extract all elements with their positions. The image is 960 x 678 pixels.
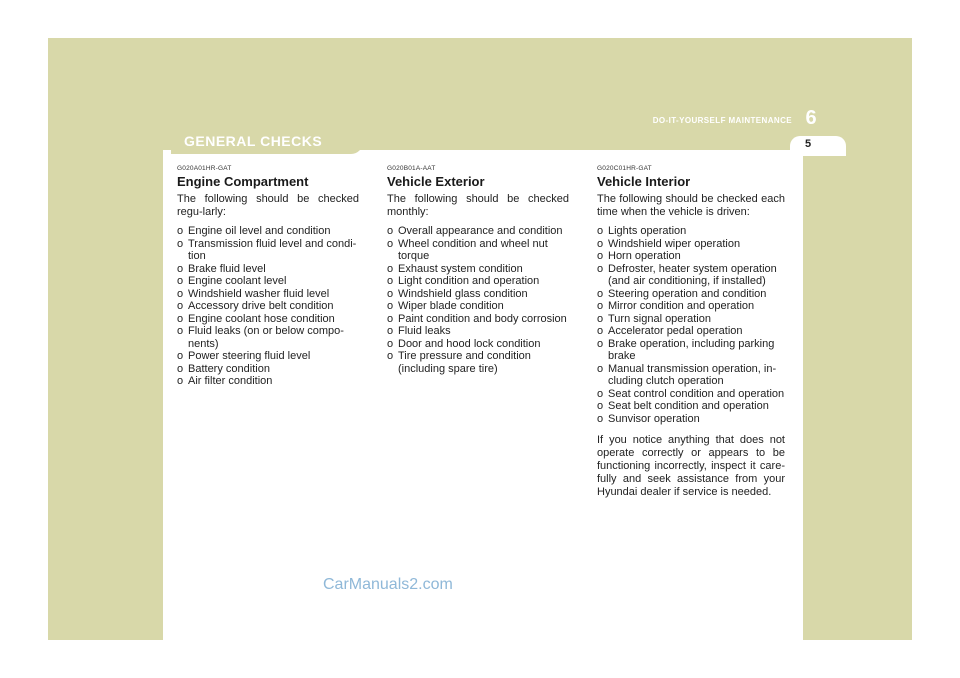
bullet-marker: o [177, 312, 184, 325]
section-heading: Vehicle Interior [597, 174, 691, 189]
list-item-text: Fluid leaks [398, 325, 451, 337]
list-item [177, 263, 359, 276]
list-item-text: Sunvisor operation [608, 412, 700, 425]
bullet-marker: o [177, 287, 184, 300]
section-code: G020A01HR-GAT [177, 165, 232, 172]
list-item-text: Mirror condition and operation [608, 300, 755, 312]
column-vehicle-exterior [387, 165, 569, 375]
bullet-marker: o [177, 350, 184, 362]
list-item [177, 350, 359, 363]
closing-note: If you notice anything that does not operate correctly or appears to be functioning incorrectly, inspect it care-fully and seek assistance from your Hyundai dealer if service is needed. [597, 434, 785, 498]
list-item [387, 338, 569, 351]
list-item [177, 288, 359, 301]
list-item-text: Manual transmission operation, in-cluding clutch operation [608, 362, 777, 387]
bullet-marker: o [387, 275, 394, 287]
list-item-text: Wheel condition and wheel nut torque [398, 237, 548, 262]
list-item-text: Engine coolant level [188, 275, 287, 287]
section-intro: The following should be checked monthly: [387, 193, 569, 218]
list-item [597, 413, 785, 426]
list-item [597, 363, 785, 388]
checklist [597, 225, 785, 425]
list-item [177, 238, 359, 263]
list-item-text: Lights operation [608, 225, 687, 237]
list-item-text: Seat control condition and operation [608, 387, 785, 400]
list-item-text: Tire pressure and condition (including spare tire) [398, 350, 531, 375]
list-item-text: Overall appearance and condition [398, 225, 563, 237]
list-item-text: Door and hood lock condition [398, 337, 541, 350]
section-code: G020B01A-AAT [387, 165, 436, 172]
checklist [387, 225, 569, 375]
list-item [597, 250, 785, 263]
list-item-text: Air filter condition [188, 375, 273, 387]
bullet-marker: o [597, 337, 604, 350]
bullet-marker: o [177, 225, 184, 237]
list-item [597, 300, 785, 313]
bullet-marker: o [177, 300, 184, 312]
list-item [597, 288, 785, 301]
list-item [597, 263, 785, 288]
column-engine-compartment [177, 165, 359, 388]
list-item-text: Brake fluid level [188, 262, 266, 275]
section-heading: Engine Compartment [177, 174, 309, 189]
list-item-text: Accessory drive belt condition [188, 300, 334, 312]
bullet-marker: o [177, 362, 184, 375]
list-item-text: Windshield wiper operation [608, 237, 741, 250]
section-code: G020C01HR-GAT [597, 165, 652, 172]
list-item [387, 288, 569, 301]
list-item-text: Power steering fluid level [188, 350, 311, 362]
bullet-marker: o [177, 375, 184, 387]
list-item [387, 300, 569, 313]
list-item-text: Transmission fluid level and condi-tion [188, 237, 357, 262]
list-item [177, 275, 359, 288]
bullet-marker: o [387, 287, 394, 300]
list-item-text: Steering operation and condition [608, 287, 767, 300]
bullet-marker: o [387, 225, 394, 237]
list-item [177, 375, 359, 388]
list-item-text: Exhaust system condition [398, 262, 523, 275]
list-item-text: Horn operation [608, 250, 681, 262]
bullet-marker: o [177, 262, 184, 275]
list-item [387, 350, 569, 375]
list-item [597, 238, 785, 251]
section-intro: The following should be checked regu-larly: [177, 193, 359, 218]
list-item-text: Fluid leaks (on or below compo-nents) [188, 325, 344, 350]
bullet-marker: o [597, 237, 604, 250]
list-item [597, 225, 785, 238]
bullet-marker: o [597, 287, 604, 300]
bullet-marker: o [597, 250, 604, 262]
list-item [177, 225, 359, 238]
list-item-text: Brake operation, including parking brake [608, 337, 775, 362]
list-item-text: Light condition and operation [398, 275, 540, 287]
bullet-marker: o [387, 300, 394, 312]
list-item-text: Paint condition and body corrosion [398, 312, 567, 325]
list-item-text: Engine oil level and condition [188, 225, 331, 237]
bullet-marker: o [387, 312, 394, 325]
list-item-text: Accelerator pedal operation [608, 325, 743, 337]
section-intro: The following should be checked each time when the vehicle is driven: [597, 193, 785, 218]
chapter-number: 6 [805, 107, 817, 129]
list-item-text: Wiper blade condition [398, 300, 504, 312]
page-number: 5 [804, 138, 812, 150]
list-item [597, 313, 785, 326]
list-item-text: Windshield glass condition [398, 287, 528, 300]
list-item [387, 225, 569, 238]
watermark-link[interactable]: CarManuals2.com [323, 576, 453, 593]
list-item [597, 400, 785, 413]
list-item [387, 325, 569, 338]
column-vehicle-interior [597, 165, 785, 505]
bullet-marker: o [597, 262, 604, 275]
checklist [177, 225, 359, 388]
bullet-marker: o [177, 275, 184, 287]
bullet-marker: o [177, 325, 184, 337]
list-item [597, 325, 785, 338]
list-item [597, 338, 785, 363]
list-item-text: Windshield washer fluid level [188, 287, 330, 300]
list-item [597, 388, 785, 401]
list-item [177, 363, 359, 376]
bullet-marker: o [387, 337, 394, 350]
bullet-marker: o [387, 237, 394, 250]
chapter-title: DO-IT-YOURSELF MAINTENANCE [652, 116, 792, 125]
bullet-marker: o [597, 400, 604, 412]
bullet-marker: o [177, 237, 184, 250]
bullet-marker: o [597, 325, 604, 337]
list-item [177, 325, 359, 350]
list-item [387, 263, 569, 276]
bullet-marker: o [597, 387, 604, 400]
list-item [387, 238, 569, 263]
bullet-marker: o [597, 225, 604, 237]
list-item-text: Turn signal operation [608, 312, 711, 325]
list-item-text: Engine coolant hose condition [188, 312, 335, 325]
section-heading: Vehicle Exterior [387, 174, 485, 189]
bullet-marker: o [597, 300, 604, 312]
bullet-marker: o [387, 325, 394, 337]
list-item [387, 313, 569, 326]
list-item [387, 275, 569, 288]
list-item-text: Seat belt condition and operation [608, 400, 769, 412]
list-item-text: Defroster, heater system operation (and air conditioning, if installed) [608, 262, 777, 287]
list-item [177, 300, 359, 313]
bullet-marker: o [597, 362, 604, 375]
bullet-marker: o [597, 312, 604, 325]
section-title: GENERAL CHECKS [184, 133, 323, 149]
bullet-marker: o [597, 412, 604, 425]
bullet-marker: o [387, 262, 394, 275]
list-item [177, 313, 359, 326]
bullet-marker: o [387, 350, 394, 362]
list-item-text: Battery condition [188, 362, 270, 375]
